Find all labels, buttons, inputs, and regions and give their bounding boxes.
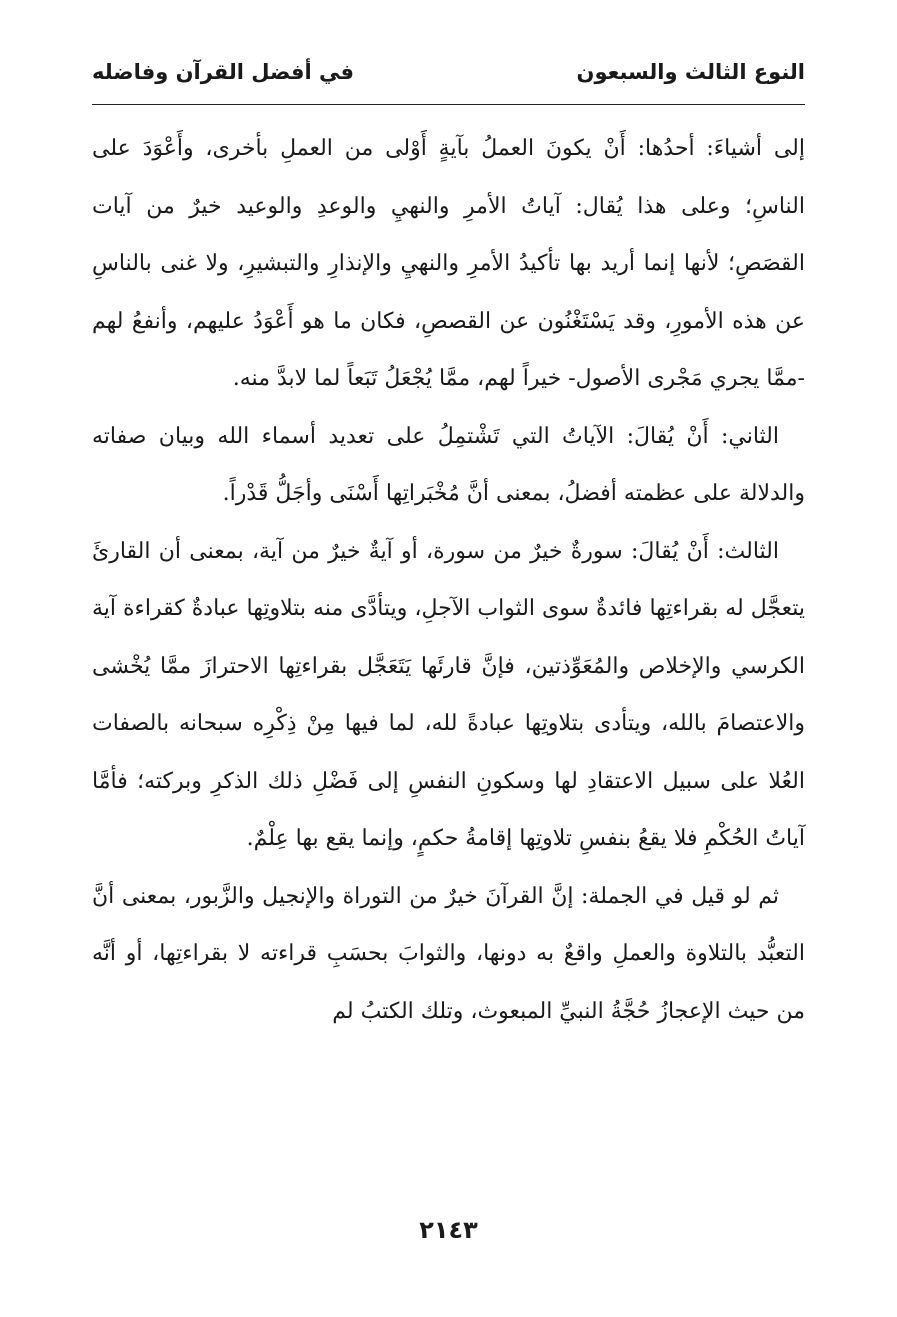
paragraph-continuation: إلى أشياءَ: أحدُها: أَنْ يكونَ العملُ بآيةٍ أَوْلى من العملِ بأخرى، وأَعْوَدَ على الناسِ؛ وعلى هذا يُقال: آياتُ الأمرِ والنهيِ والوعدِ والوعيد خيرٌ من آيات القصَصِ؛ لأنها إنما أريد بها تأكيدُ الأمرِ والنهيِ والإنذارِ والتبشيرِ، ولا غنى بالناسِ عن هذه الأمورِ، وقد يَسْتَغْنُون عن القصصِ، فكان ما هو أَعْوَدُ عليهم، وأنفعُ لهم -ممَّا يجري مَجْرى الأصول- خيراً لهم، ممَّا يُجْعَلُ تَبَعاً لما لابدَّ منه. xyxy=(92,136,805,391)
header-chapter-title: في أفضل القرآن وفاضله xyxy=(92,60,354,84)
paragraph-third-point: الثالث: أَنْ يُقالَ: سورةٌ خيرٌ من سورة، أو آيةٌ خيرٌ من آية، بمعنى أن القارئَ يتعجَّل له بقراءتِها فائدةٌ سوى الثواب الآجلِ، ويتأدَّى منه بتلاوتِها عبادةٌ كقراءة آية الكرسي والإخلاص والمُعَوِّذتين، فإنَّ قارئَها يَتَعَجَّل بقراءتِها الاحترازَ ممَّا يُخْشى والاعتصامَ بالله، ويتأدى بتلاوتِها عبادةً لله، لما فيها مِنْ ذِكْرِه سبحانه بالصفات العُلا على سبيل الاعتقادِ لها وسكونِ النفسِ إلى فَضْلِ ذلك الذكرِ وبركته؛ فأمَّا آياتُ الحُكْمِ فلا يقعُ بنفسِ تلاوتِها إقامةُ حكمٍ، وإنما يقع بها عِلْمٌ. xyxy=(92,538,805,851)
paragraph-second-point: الثاني: أَنْ يُقالَ: الآياتُ التي تَشْتمِلُ على تعديد أسماء الله وبيان صفاته والدلالة على عظمته أفضلُ، بمعنى أنَّ مُخْبَراتِها أَسْنَى وأجَلُّ قَدْراً. xyxy=(92,423,805,506)
paragraph-conclusion: ثم لو قيل في الجملة: إنَّ القرآنَ خيرٌ من التوراة والإنجيل والزَّبور، بمعنى أنَّ التعبُّد بالتلاوة والعملِ واقعٌ به دونها، والثوابَ بحسَبِ قراءته لا بقراءتِها، أو أنَّه من حيث الإعجازُ حُجَّةُ النبيِّ المبعوث، وتلك الكتبُ لم xyxy=(92,883,805,1024)
header-section-title: النوع الثالث والسبعون xyxy=(576,60,805,84)
page-number: ٢١٤٣ xyxy=(419,1216,478,1244)
page-body xyxy=(92,120,805,1040)
header-divider xyxy=(92,104,805,105)
running-header xyxy=(92,52,805,92)
